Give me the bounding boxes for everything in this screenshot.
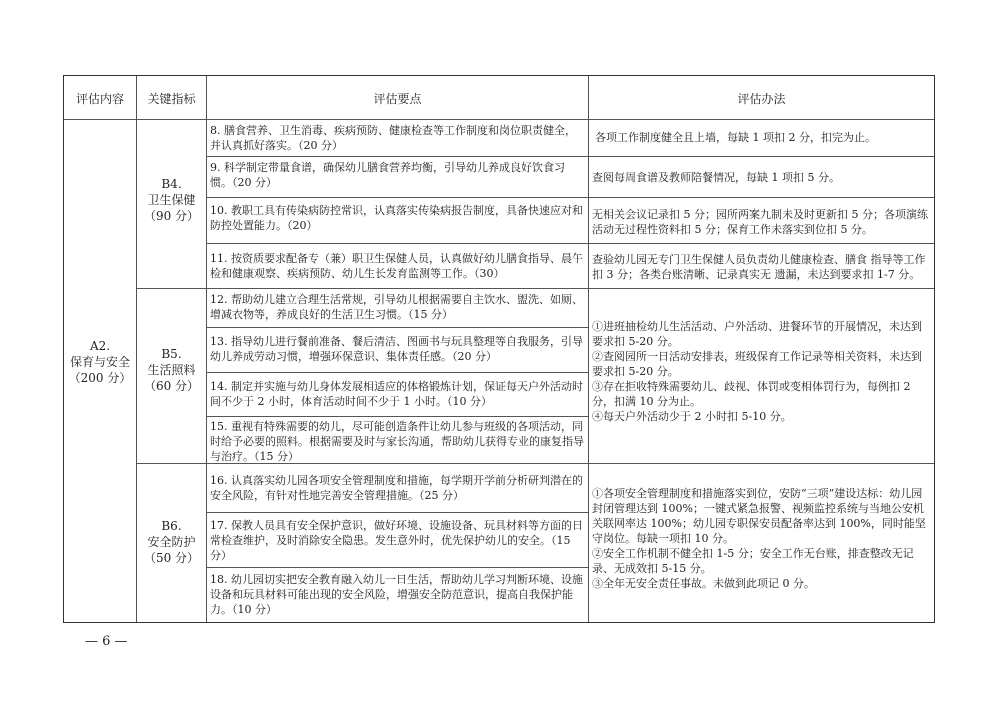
point-14: 14. 制定并实施与幼儿身体发展相适应的体格锻炼计划，保证每天户外活动时间不少于 2 小时，体育活动时间不少于 1 小时。（10 分） [210,380,583,408]
section-score: （200 分） [68,371,132,385]
row-divider [206,156,934,157]
method-9: 查阅每周食谱及教师陪餐情况，每缺 1 项扣 5 分。 [592,171,840,184]
row-divider [64,119,934,120]
point-16: 16. 认真落实幼儿园各项安全管理制度和措施，每学期开学前分析研判潜在的安全风险，有针对性地完善安全管理措施。（25 分） [210,474,583,502]
group-b6 [137,518,206,566]
group-score: （90 分） [143,209,200,223]
method-10: 无相关会议记录扣 5 分；园所两案九制未及时更新扣 5 分；各项演练活动无过程性资料扣 5 分；保育工作未落实到位扣 5 分。 [592,208,928,236]
point-12: 12. 帮助幼儿建立合理生活常规，引导幼儿根据需要自主饮水、盥洗、如厕、增减衣物等，养成良好的生活卫生习惯。（15 分） [210,293,583,321]
row-divider [206,327,589,328]
page-number: — 6 — [85,634,128,649]
group-name: 安全防护 [147,535,196,549]
group-name: 生活照料 [147,363,196,377]
group-b4 [137,176,206,224]
col-divider [206,76,207,622]
row-divider [206,567,589,568]
point-17: 17. 保教人员具有安全保护意识，做好环境、设施设备、玩具材料等方面的日常检查维护，及时消除安全隐患。发生意外时，优先保护幼儿的安全。（15 分） [210,519,583,562]
method-b5-item: ③存在拒收特殊需要幼儿、歧视、体罚或变相体罚行为，每例扣 2 分，扣满 10 分为止。 [592,380,911,408]
group-score: （50 分） [143,551,200,565]
header-evaluation-content: 评估内容 [75,92,124,106]
point-10: 10. 教职工具有传染病防控常识，认真落实传染病报告制度，具备快速应对和防控处置能力。（20） [210,204,583,232]
row-divider [206,197,934,198]
header-key-indicator: 关键指标 [147,92,196,106]
section-a2 [64,338,136,386]
method-b5 [592,319,931,424]
group-score: （60 分） [143,379,200,393]
evaluation-table [63,75,935,623]
method-11: 查验幼儿园无专门卫生保健人员负责幼儿健康检查、膳食 指导等工作扣 3 分；各类台账清晰、记录真实无 遗漏，未达到要求扣 1-7 分。 [592,253,926,281]
point-18: 18. 幼儿园切实把安全教育融入幼儿一日生活，帮助幼儿学习判断环境、设施设备和玩具材料可能出现的安全风险，增强安全防范意识，提高自我保护能力。（10 分） [210,573,583,616]
header-evaluation-points: 评估要点 [373,92,422,106]
method-b6-item: ①各项安全管理制度和措施落实到位，安防“三项”建设达标：幼儿园封闭管理达到 100%；一键式紧急报警、视频监控系统与当地公安机关联网率达 100%；幼儿园专职保安员配备率达到 100%，同时能坚守岗位。每缺一项扣 10 分。 [592,487,926,545]
method-8: 各项工作制度健全且上墙，每缺 1 项扣 2 分，扣完为止。 [595,131,876,144]
method-b6-item: ③全年无安全责任事故。未做到此项记 0 分。 [592,577,815,590]
row-divider [206,416,589,417]
point-13: 13. 指导幼儿进行餐前准备、餐后清洁、图画书与玩具整理等自我服务，引导幼儿养成劳动习惯，增强环保意识、集体责任感。（20 分） [210,335,583,363]
method-b5-item: ④每天户外活动少于 2 小时扣 5-10 分。 [592,410,792,423]
group-code: B4. [161,177,182,191]
method-b5-item: ②查阅园所一日活动安排表，班级保育工作记录等相关资料，未达到要求扣 5-20 分。 [592,350,922,378]
point-15: 15. 重视有特殊需要的幼儿，尽可能创造条件让幼儿参与班级的各项活动，同时给予必要的照料。根据需要及时与家长沟通，帮助幼儿获得专业的康复指导与治疗。（15 分） [210,420,584,463]
section-code: A2. [89,339,111,353]
group-name: 卫生保健 [147,193,196,207]
section-name: 保育与安全 [69,355,130,369]
col-divider [588,76,589,622]
group-b5 [137,346,206,394]
row-divider [136,288,934,289]
point-9: 9. 科学制定带量食谱，确保幼儿膳食营养均衡，引导幼儿养成良好饮食习惯。（20 分） [210,161,565,189]
group-code: B5. [161,347,182,361]
method-b5-item: ①进班抽检幼儿生活活动、户外活动、进餐环节的开展情况，未达到要求扣 5-20 分。 [592,320,922,348]
point-8: 8. 膳食营养、卫生消毒、疾病预防、健康检查等工作制度和岗位职责健全，并认真抓好落实。（20 分） [210,124,576,152]
method-b6-item: ②安全工作机制不健全扣 1-5 分；安全工作无台账，排查整改无记录、无成效扣 5-15 分。 [592,547,914,575]
header-evaluation-method: 评估办法 [737,92,786,106]
point-11: 11. 按资质要求配备专（兼）职卫生保健人员，认真做好幼儿膳食指导、晨午检和健康观察、疾病预防、幼儿生长发育监测等工作。（30） [210,252,583,280]
row-divider [206,243,934,244]
row-divider [206,512,589,513]
method-b6 [592,486,931,591]
row-divider [206,372,589,373]
group-code: B6. [161,519,182,533]
